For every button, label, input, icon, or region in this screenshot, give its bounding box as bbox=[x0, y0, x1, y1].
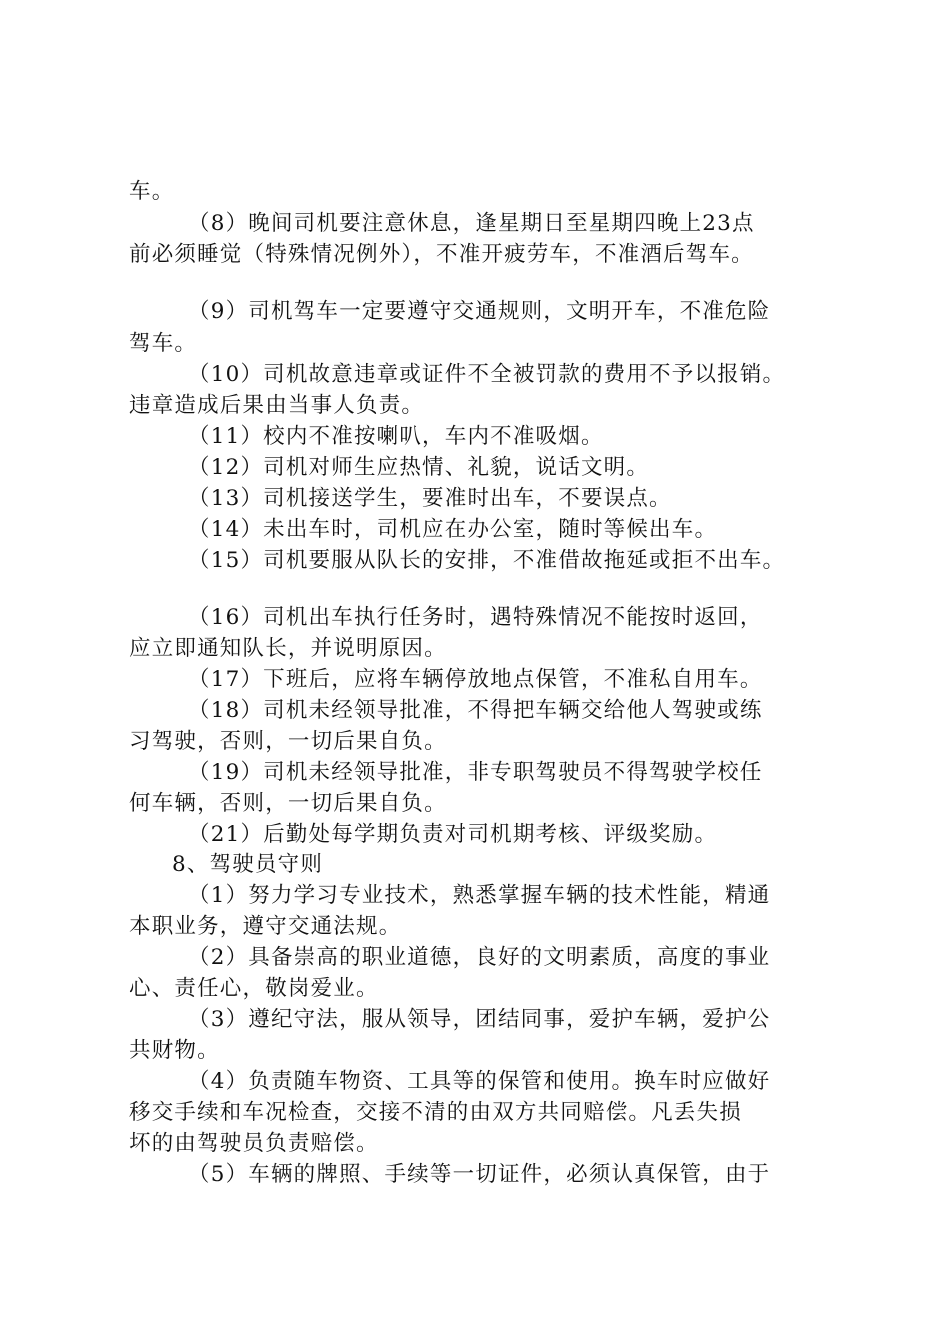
text-line: （21）后勤处每学期负责对司机期考核、评级奖励。 bbox=[188, 822, 718, 847]
text-line: （15）司机要服从队长的安排，不准借故拖延或拒不出车。 bbox=[188, 548, 786, 573]
text-line: （13）司机接送学生，要准时出车，不要误点。 bbox=[188, 486, 672, 511]
text-line: 应立即通知队长，并说明原因。 bbox=[129, 636, 447, 661]
text-line: 共财物。 bbox=[129, 1038, 220, 1063]
text-line: （5）车辆的牌照、手续等一切证件，必须认真保管，由于 bbox=[188, 1162, 771, 1187]
text-line: （16）司机出车执行任务时，遇特殊情况不能按时返回， bbox=[188, 605, 763, 630]
text-line: （18）司机未经领导批准，不得把车辆交给他人驾驶或练 bbox=[188, 698, 763, 723]
text-line: （4）负责随车物资、工具等的保管和使用。换车时应做好 bbox=[188, 1069, 771, 1094]
text-line: （11）校内不准按喇叭，车内不准吸烟。 bbox=[188, 424, 604, 449]
text-line: 本职业务，遵守交通法规。 bbox=[129, 914, 402, 939]
text-line: （19）司机未经领导批准，非专职驾驶员不得驾驶学校任 bbox=[188, 760, 763, 785]
text-line: 习驾驶，否则，一切后果自负。 bbox=[129, 729, 447, 754]
text-line: 心、责任心，敬岗爱业。 bbox=[129, 976, 379, 1001]
text-line: 违章造成后果由当事人负责。 bbox=[129, 393, 425, 418]
text-line: 驾车。 bbox=[129, 331, 198, 356]
text-line: （3）遵纪守法，服从领导，团结同事，爱护车辆，爱护公 bbox=[188, 1007, 771, 1032]
text-line: （10）司机故意违章或证件不全被罚款的费用不予以报销。 bbox=[188, 362, 786, 387]
text-line: 车。 bbox=[129, 179, 175, 204]
section-heading: 8、驾驶员守则 bbox=[172, 852, 324, 877]
text-line: （2）具备崇高的职业道德，良好的文明素质，高度的事业 bbox=[188, 945, 771, 970]
text-line: （8）晚间司机要注意休息，逢星期日至星期四晚上23点 bbox=[188, 211, 755, 236]
text-line: 移交手续和车况检查，交接不清的由双方共同赔偿。凡丢失损 bbox=[129, 1100, 742, 1125]
text-line: 前必须睡觉（特殊情况例外），不准开疲劳车，不准酒后驾车。 bbox=[129, 242, 754, 267]
text-line: （17）下班后，应将车辆停放地点保管，不准私自用车。 bbox=[188, 667, 763, 692]
text-line: 坏的由驾驶员负责赔偿。 bbox=[129, 1131, 379, 1156]
text-line: （12）司机对师生应热情、礼貌，说话文明。 bbox=[188, 455, 650, 480]
text-line: （1）努力学习专业技术，熟悉掌握车辆的技术性能，精通 bbox=[188, 883, 771, 908]
text-line: （14）未出车时，司机应在办公室，随时等候出车。 bbox=[188, 517, 718, 542]
text-line: （9）司机驾车一定要遵守交通规则，文明开车，不准危险 bbox=[188, 299, 771, 324]
text-line: 何车辆，否则，一切后果自负。 bbox=[129, 791, 447, 816]
